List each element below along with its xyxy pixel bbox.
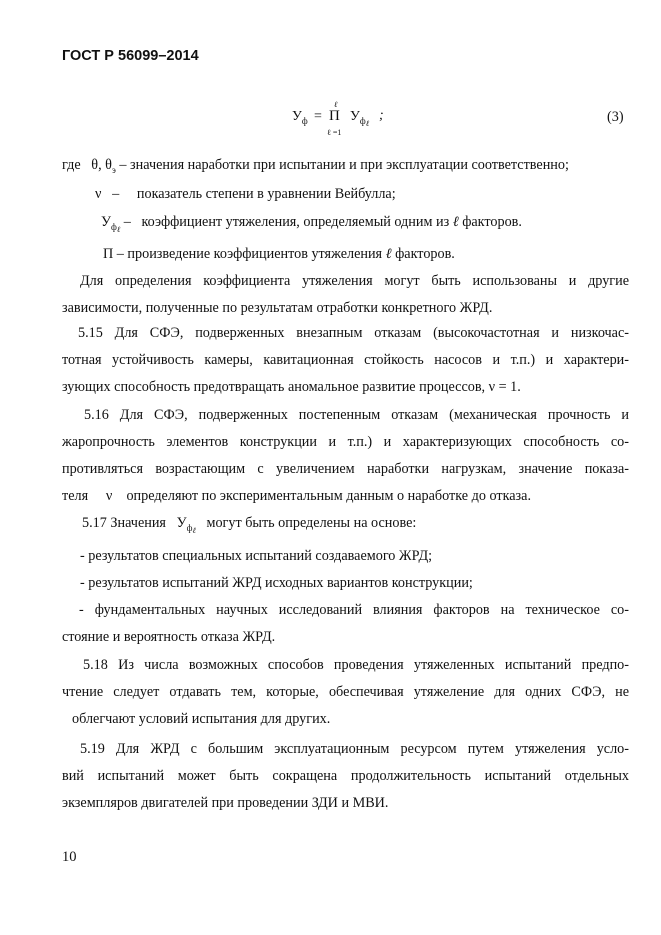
para-516-line-2: жаропрочность элементов конструкции и т.п.) и характеризующих способность со- (62, 434, 629, 450)
para-519-line-1: 5.19 Для ЖРД с большим эксплуатационным ресурсом путем утяжеления усло- (80, 741, 629, 757)
para-518-line-2: чтение следует отдавать тем, которые, обеспечивая утяжеление для одних СФЭ, не (62, 684, 629, 700)
document-header: ГОСТ Р 56099–2014 (62, 48, 199, 64)
formula-end: ; (379, 108, 384, 123)
para-516-line-1: 5.16 Для СФЭ, подверженных постепенным отказам (механическая прочность и (84, 407, 629, 423)
formula-rhs: $У_{ф\ell}$ (350, 109, 370, 128)
para-1-line-1: Для определения коэффициента утяжеления могут быть использованы и другие (80, 273, 629, 289)
para-515-line-2: тотная устойчивость камеры, кавитационная стойкость насосов и т.п.) и характери- (62, 352, 629, 368)
para-1-line-2: зависимости, полученные по результатам отработки конкретного ЖРД. (62, 300, 493, 316)
para-518-line-3: облегчают условий испытания для других. (72, 711, 331, 727)
formula-equals: = (314, 109, 322, 124)
para-516-line-3: противляться возрастающим с увеличением наработки нагрузкам, значение показа- (62, 461, 629, 477)
legend-pi: Π – произведение коэффициентов утяжеления ℓ факторов. (103, 246, 455, 262)
legend-y: $У_{ф\ell}$ – коэффициент утяжеления, определяемый одним из ℓ факторов. (101, 214, 522, 234)
formula-3 (292, 96, 402, 136)
list-item-3-line-1: - фундаментальных научных исследований влияния факторов на техническое со- (79, 602, 629, 618)
legend-theta: где θ, $\theta_э$ – значения наработки при испытании и при эксплуатации соответственно; (62, 157, 569, 175)
list-item-1: - результатов специальных испытаний создаваемого ЖРД; (80, 548, 433, 564)
product-operator: Π (329, 108, 340, 124)
page-number: 10 (62, 849, 77, 865)
para-515-line-1: 5.15 Для СФЭ, подверженных внезапным отказам (высокочастотная и низкочас- (78, 325, 629, 341)
para-518-line-1: 5.18 Из числа возможных способов проведения утяжеленных испытаний предпо- (83, 657, 629, 673)
formula-lhs: $У_ф$ (292, 109, 308, 126)
para-519-line-2: вий испытаний может быть сокращена продолжительность испытаний отдельных (62, 768, 629, 784)
formula-upper-limit: ℓ (334, 100, 338, 109)
legend-nu: ν – показатель степени в уравнении Вейбулла; (95, 186, 396, 202)
equation-number: (3) (607, 109, 624, 125)
para-517: 5.17 Значения $У_{ф\ell}$ могут быть определены на основе: (82, 515, 417, 535)
para-519-line-3: экземпляров двигателей при проведении ЗДИ и МВИ. (62, 795, 389, 811)
formula-lower-limit: ℓ =1 (327, 128, 342, 137)
para-515-line-3: зующих способность предотвращать аномальное развитие процессов, ν = 1. (62, 379, 521, 395)
para-516-line-4: теля ν определяют по экспериментальным данным о наработке до отказа. (62, 488, 531, 504)
list-item-3-line-2: стояние и вероятность отказа ЖРД. (62, 629, 276, 645)
list-item-2: - результатов испытаний ЖРД исходных вариантов конструкции; (80, 575, 473, 591)
